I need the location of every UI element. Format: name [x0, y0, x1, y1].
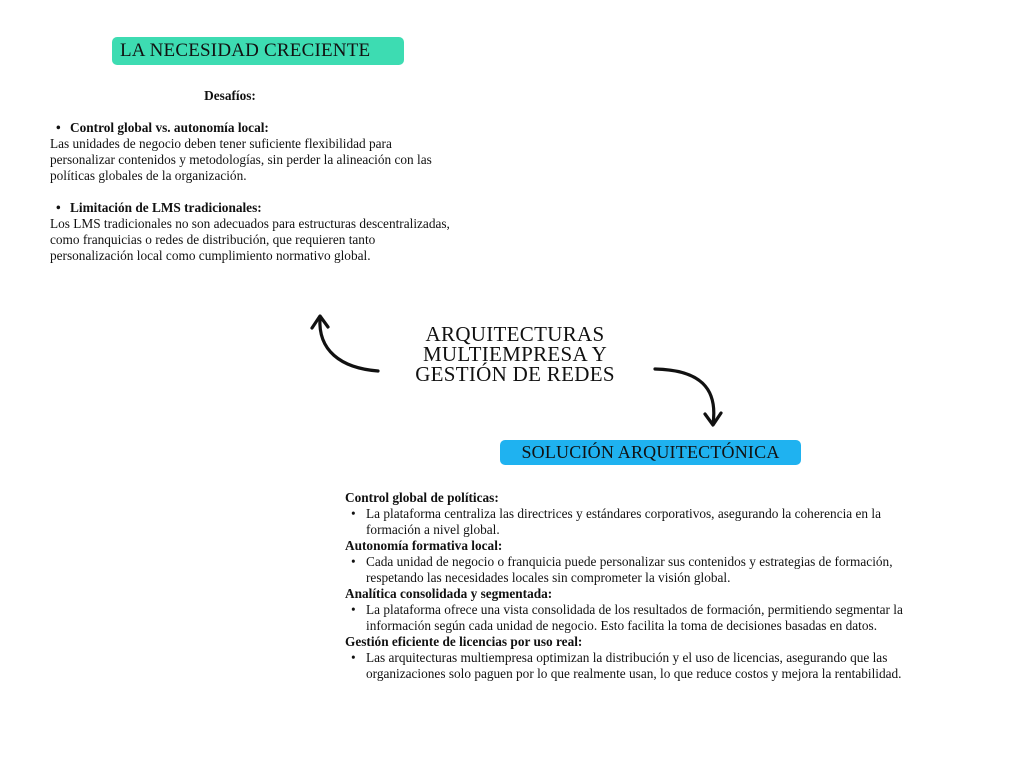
- solution-section-title: Control global de políticas:: [345, 490, 499, 505]
- challenge-title: • Limitación de LMS tradicionales:: [50, 200, 450, 216]
- desafios-heading: Desafíos:: [204, 88, 256, 103]
- solution-section-text: • La plataforma ofrece una vista consolidada de los resultados de formación, permitiendo segmentar la información según cada unidad de negocio. Esto facilita la toma de decisiones basadas en datos.: [345, 602, 935, 634]
- challenge-text: Las unidades de negocio deben tener suficiente flexibilidad para personalizar contenidos y metodologías, sin perder la alineación con las políticas globales de la organización.: [50, 136, 432, 183]
- solution-section-text: • La plataforma centraliza las directrices y estándares corporativos, asegurando la coherencia en la formación a nivel global.: [345, 506, 935, 538]
- solution-section-title: Analítica consolidada y segmentada:: [345, 586, 553, 601]
- central-topic: ARQUITECTURAS MULTIEMPRESA Y GESTIÓN DE REDES: [415, 322, 615, 386]
- solucion-title-badge: SOLUCIÓN ARQUITECTÓNICA: [500, 440, 801, 465]
- solution-section-text: • Cada unidad de negocio o franquicia puede personalizar sus contenidos y estrategias de formación, respetando las necesidades locales sin comprometer la visión global.: [345, 554, 935, 586]
- solution-section-text: • Las arquitecturas multiempresa optimizan la distribución y el uso de licencias, asegurando que las organizaciones solo paguen por lo que realmente usan, lo que reduce costos y mejora la rentabilidad.: [345, 650, 935, 682]
- challenge-text: Los LMS tradicionales no son adecuados para estructuras descentralizadas, como franquicias o redes de distribución, que requieren tanto personalización local como cumplimiento normativo global.: [50, 216, 450, 263]
- solution-section-title: Gestión eficiente de licencias por uso real:: [345, 634, 583, 649]
- solution-section-title: Autonomía formativa local:: [345, 538, 503, 553]
- solucion-content: [345, 490, 935, 682]
- challenge-title: • Control global vs. autonomía local:: [50, 120, 450, 136]
- necesidad-title-badge: LA NECESIDAD CRECIENTE: [112, 37, 404, 65]
